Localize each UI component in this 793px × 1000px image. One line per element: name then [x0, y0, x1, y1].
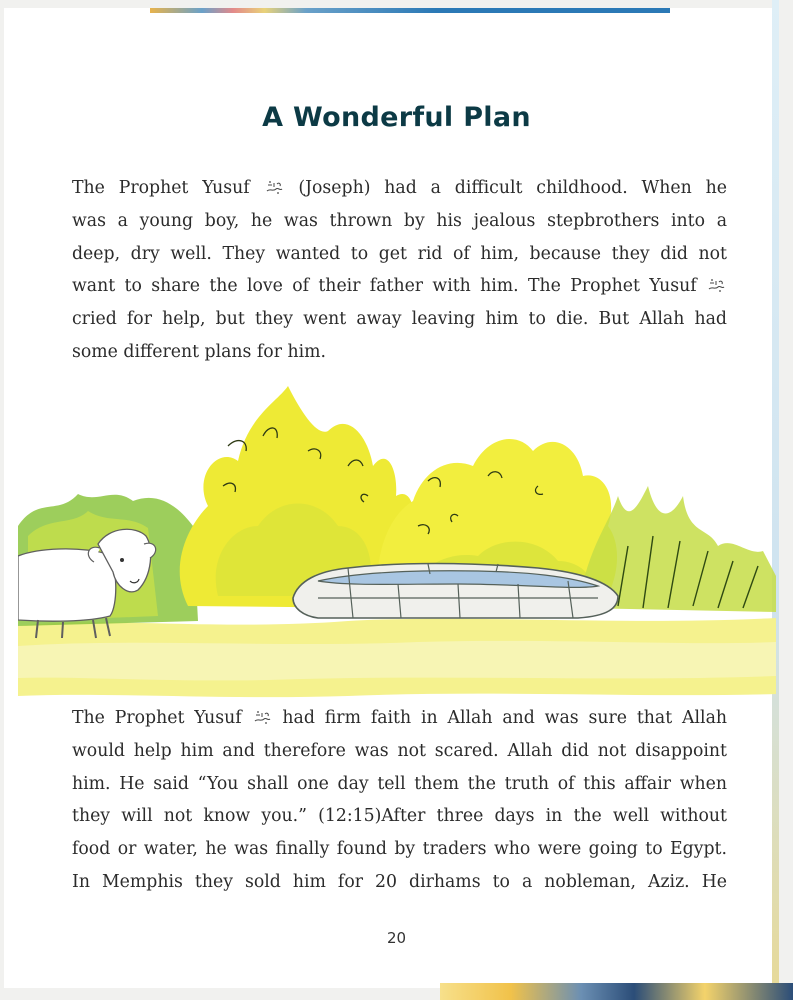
text-line [72, 768, 727, 801]
text-line [72, 238, 727, 271]
text-line [72, 270, 727, 303]
text-line [72, 336, 727, 369]
paragraph-1 [72, 172, 727, 369]
text-segment: was a young boy, he was thrown by his jealous stepbrothers into a [72, 210, 727, 231]
text-segment: him. He said “You shall one day tell them the truth of this affair when [72, 773, 727, 794]
text-line [72, 866, 727, 899]
text-line [72, 205, 727, 238]
paragraph-2 [72, 702, 727, 899]
text-segment: food or water, he was finally found by traders who were going to Egypt. [72, 839, 727, 860]
text-segment: The Prophet Yusuf [72, 708, 252, 728]
next-page-edge [440, 983, 793, 1000]
page-number: 20 [386, 929, 407, 947]
text-line [72, 833, 727, 866]
text-segment: they will not know you.” (12:15)After three days in the well without [72, 806, 727, 827]
page-title: A Wonderful Plan [262, 102, 531, 133]
text-segment: some different plans for him. [72, 341, 327, 362]
top-color-stripe [150, 8, 670, 13]
text-line [72, 702, 727, 735]
text-line [72, 735, 727, 768]
text-line [72, 303, 727, 336]
well-illustration [18, 376, 776, 701]
text-line [72, 800, 727, 833]
alayhis-salam-calligraphy-icon [707, 272, 726, 288]
alayhis-salam-calligraphy-icon [265, 174, 284, 190]
alayhis-salam-calligraphy-icon [253, 704, 272, 720]
text-segment: had firm faith in Allah and was sure that Allah [272, 708, 727, 728]
text-segment: cried for help, but they went away leaving him to die. But Allah had [72, 309, 727, 330]
text-segment: would help him and therefore was not scared. Allah did not disappoint [72, 740, 727, 761]
text-segment: deep, dry well. They wanted to get rid of him, because they did not [72, 243, 727, 264]
text-segment: The Prophet Yusuf [72, 178, 264, 198]
text-segment: want to share the love of their father with him. The Prophet Yusuf [72, 276, 706, 297]
text-segment: In Memphis they sold him for 20 dirhams to a nobleman, Aziz. He [72, 871, 727, 892]
text-segment: (Joseph) had a difficult childhood. When he [284, 178, 727, 198]
text-line [72, 172, 727, 205]
